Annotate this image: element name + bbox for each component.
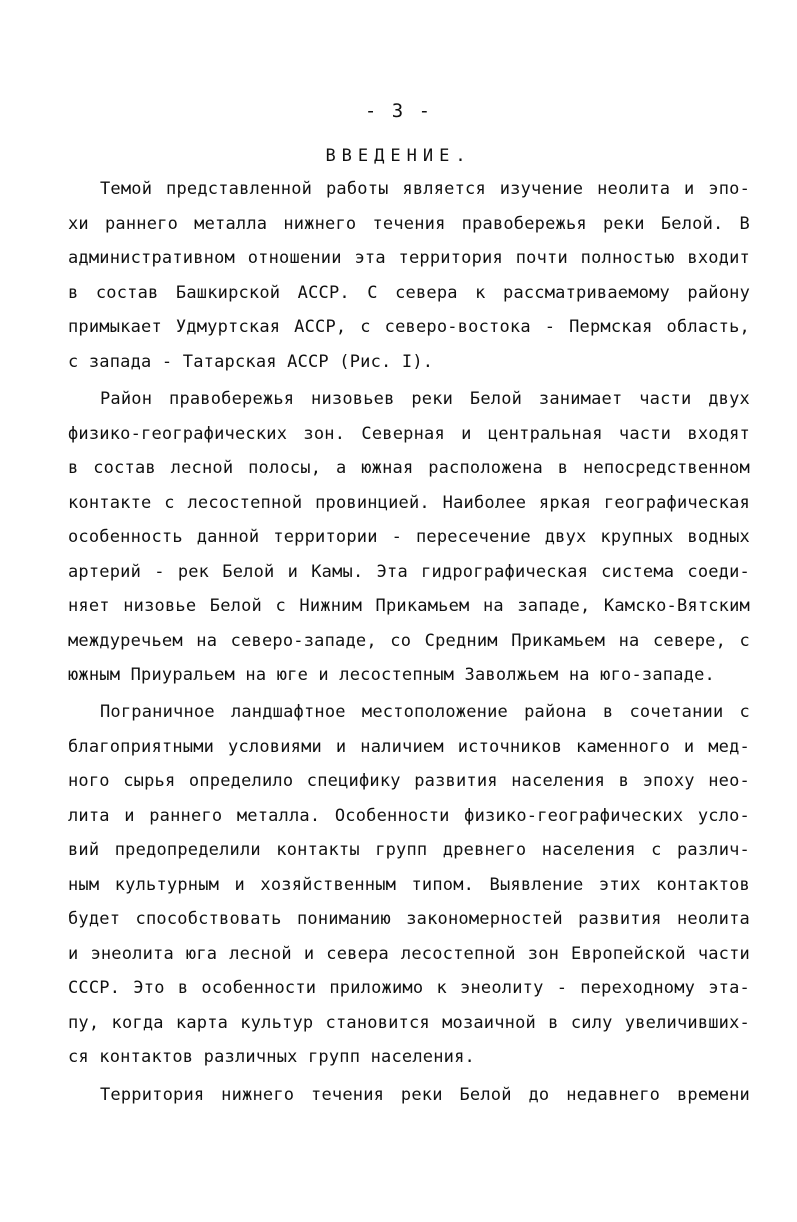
text-line: особенность данной территории - пересечение двух крупных водных [68,527,750,547]
text-line: Пограничное ландшафтное местоположение района в сочетании с [100,702,750,722]
text-line: в состав лесной полосы, а южная расположена в непосредственном [68,458,750,478]
text-line: вий предопределили контакты групп древнего населения с различ- [68,840,750,860]
section-heading: ВВЕДЕНИЕ. [325,146,472,166]
text-line: няет низовье Белой с Нижним Прикамьем на западе, Камско-Вятским [68,596,750,616]
text-line: пу, когда карта культур становится мозаичной в силу увеличивших- [68,1012,750,1033]
text-line: физико-географических зон. Северная и центральная части входят [68,423,750,444]
text-line: ного сырья определило специфику развития населения в эпоху нео- [68,771,750,791]
text-line: ным культурным и хозяйственным типом. Выявление этих контактов [68,874,750,895]
text-line: хи раннего металла нижнего течения правобережья реки Белой. В [68,213,750,234]
text-line: благоприятными условиями и наличием источников каменного и мед- [68,736,750,757]
text-line: контакте с лесостепной провинцией. Наиболее яркая географическая [68,492,750,513]
text-line: Темой представленной работы является изучение неолита и эпо- [100,179,750,199]
paragraph-1 [68,172,750,379]
page-number: - 3 - [364,100,433,122]
paragraph-2 [68,382,750,693]
text-line: в состав Башкирской АССР. С севера к рассматриваемому району [68,282,750,303]
text-line: лита и раннего металла. Особенности физико-географических усло- [68,805,750,826]
text-line: и энеолита юга лесной и севера лесостепной зон Европейской части [68,943,750,964]
text-line: междуречьем на северо-западе, со Средним Прикамьем на севере, с [68,630,750,651]
text-line: ся контактов различных групп населения. [68,1047,475,1067]
text-line: административном отношении эта территория почти полностью входит [68,248,750,268]
text-line: артерий - рек Белой и Камы. Эта гидрографическая система соеди- [68,561,750,582]
paragraph-3 [68,695,750,1075]
text-line: примыкает Удмуртская АССР, с северо-востока - Пермская область, [68,317,750,337]
text-line: СССР. Это в особенности приложимо к энеолиту - переходному эта- [68,978,750,998]
text-line: Район правобережья низовьев реки Белой занимает части двух [100,389,750,409]
text-line: Территория нижнего течения реки Белой до недавнего времени [100,1085,750,1105]
text-line: с запада - Татарская АССР (Рис. I). [68,351,434,372]
text-line: будет способствовать пониманию закономерностей развития неолита [68,909,750,929]
paragraph-4 [68,1078,750,1113]
text-line: южным Приуральем на юге и лесостепным Заволжьем на юго-западе. [68,665,715,685]
